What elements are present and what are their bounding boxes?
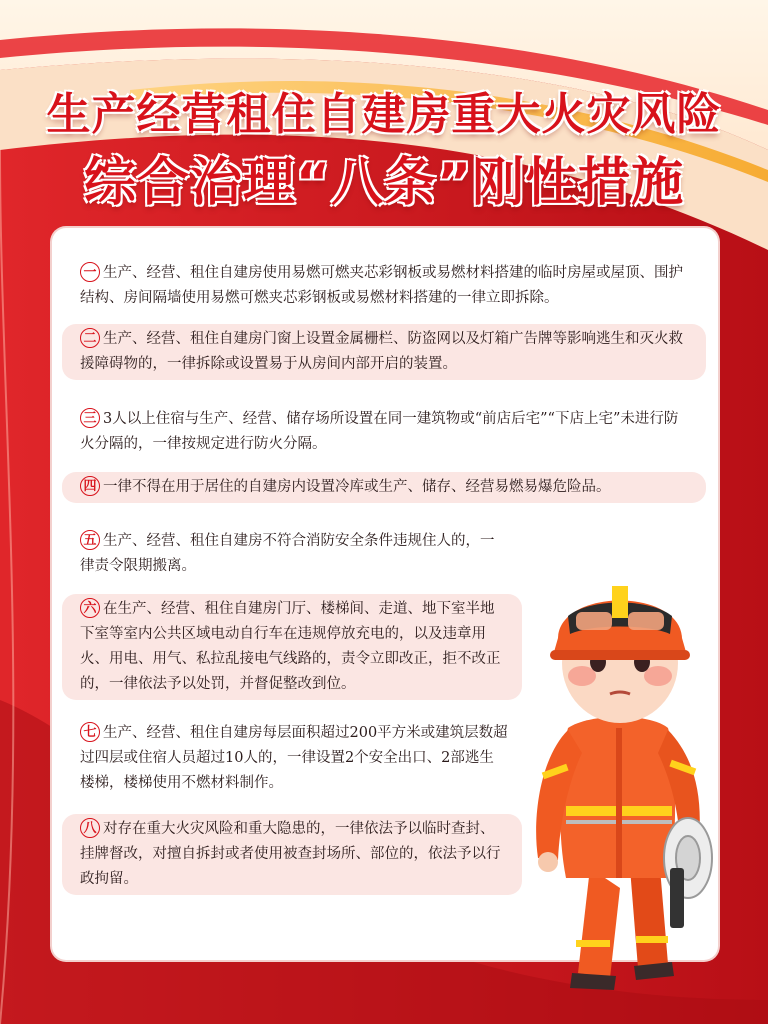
measure-number: 一 [80, 262, 100, 282]
measure-item-8 [62, 814, 522, 895]
measure-number: 五 [80, 530, 100, 550]
measure-text: 3人以上住宿与生产、经营、储存场所设置在同一建筑物或“前店后宅”“下店上宅”未进行防火分隔的，一律按规定进行防火分隔。 [80, 411, 679, 452]
measure-item-7 [62, 718, 522, 799]
measure-text: 生产、经营、租住自建房不符合消防安全条件违规住人的，一律责令限期搬离。 [80, 533, 495, 574]
measure-number: 四 [80, 476, 100, 496]
measure-item-1 [62, 258, 706, 314]
page-title-line-1: 生产经营租住自建房重大火灾风险 [46, 89, 722, 140]
firefighter-icon [520, 568, 720, 998]
measure-item-2 [62, 324, 706, 380]
measure-text: 生产、经营、租住自建房门窗上设置金属栅栏、防盗网以及灯箱广告牌等影响逃生和灭火救援障碍物的，一律拆除或设置易于从房间内部开启的装置。 [80, 331, 683, 372]
measure-number: 八 [80, 818, 100, 838]
page-title-line-2: 综合治理“八条”刚性措施 [83, 153, 685, 213]
measure-number: 三 [80, 408, 100, 428]
measure-text: 生产、经营、租住自建房每层面积超过200平方米或建筑层数超过四层或住宿人员超过10人的，一律设置2个安全出口、2部逃生楼梯，楼梯使用不燃材料制作。 [80, 725, 508, 791]
measure-text: 在生产、经营、租住自建房门厅、楼梯间、走道、地下室半地下室等室内公共区域电动自行车在违规停放充电的，以及违章用火、用电、用气、私拉乱接电气线路的，责令立即改正，拒不改正的，一律依法予以处罚，并督促整改到位。 [80, 601, 501, 692]
measure-text: 对存在重大火灾风险和重大隐患的，一律依法予以临时查封、挂牌督改，对擅自拆封或者使用被查封场所、部位的，依法予以行政拘留。 [80, 821, 501, 887]
measure-text: 一律不得在用于居住的自建房内设置冷库或生产、储存、经营易燃易爆危险品。 [103, 479, 611, 495]
measure-item-6 [62, 594, 522, 700]
measure-item-5 [62, 526, 522, 582]
measure-item-4 [62, 472, 706, 503]
measure-number: 六 [80, 598, 100, 618]
measure-item-3 [62, 404, 706, 460]
measure-text: 生产、经营、租住自建房使用易燃可燃夹芯彩钢板或易燃材料搭建的临时房屋或屋顶、围护结构、房间隔墙使用易燃可燃夹芯彩钢板或易燃材料搭建的一律立即拆除。 [80, 265, 683, 306]
measure-number: 二 [80, 328, 100, 348]
measure-number: 七 [80, 722, 100, 742]
